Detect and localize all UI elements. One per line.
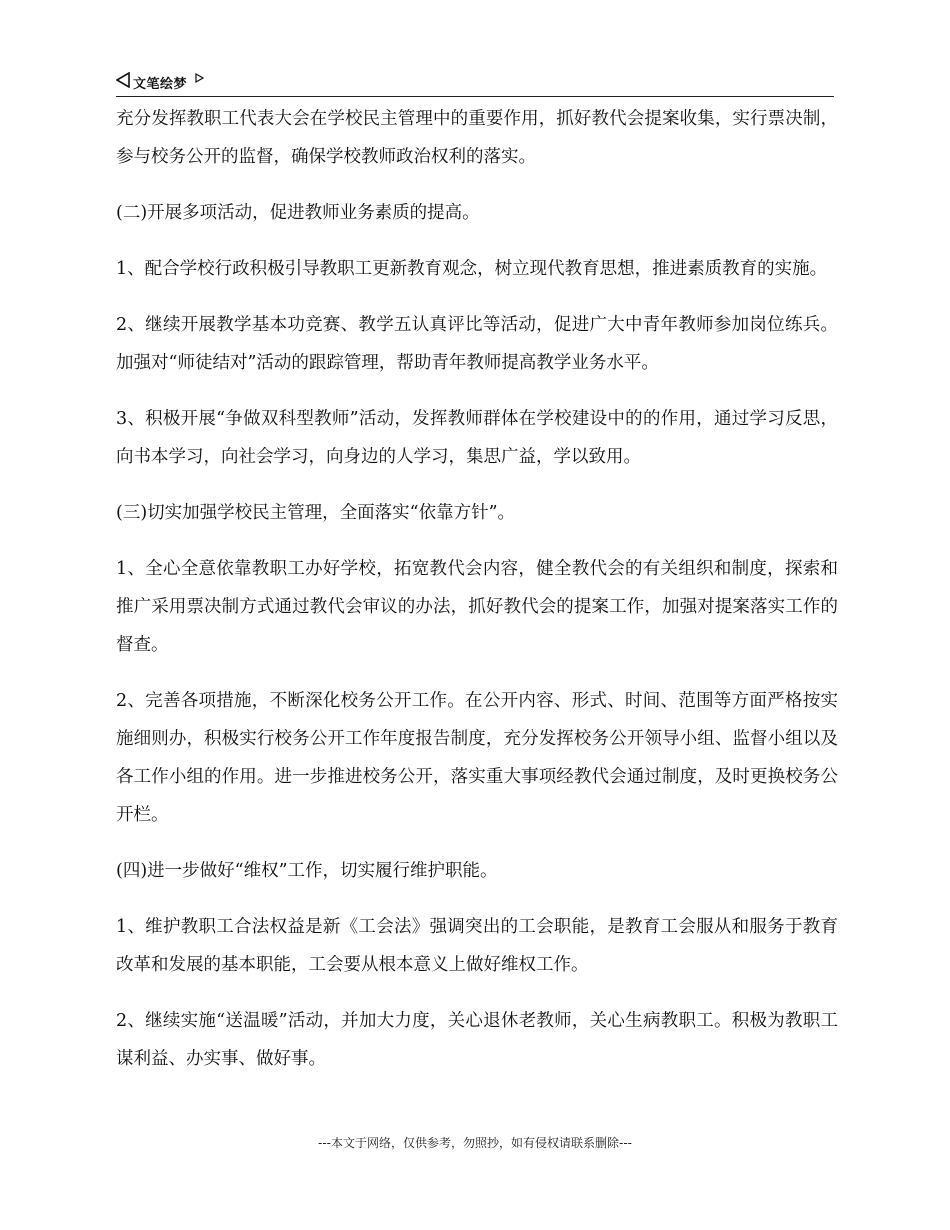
section-heading: (四)进一步做好“维权”工作，切实履行维护职能。: [116, 861, 498, 881]
paragraph: 2、完善各项措施，不断深化校务公开工作。在公开内容、形式、时间、范围等方面严格按实施细则办，积极实行校务公开工作年度报告制度，充分发挥校务公开领导小组、监督小组以及各工作小组的作用。进一步推进校务公开，落实重大事项经教代会通过制度，及时更换校务公开栏。: [116, 691, 838, 825]
paragraph: 2、继续实施“送温暖”活动，并加大力度，关心退休老教师，关心生病教职工。积极为教职工谋利益、办实事、做好事。: [116, 1011, 838, 1069]
header-title: 文笔绘梦: [133, 76, 188, 92]
paragraph: 1、维护教职工合法权益是新《工会法》强调突出的工会职能，是教育工会服从和服务于教育改革和发展的基本职能，工会要从根本意义上做好维权工作。: [116, 917, 838, 975]
section-heading: (三)切实加强学校民主管理，全面落实“依靠方针”。: [116, 503, 516, 523]
footer-disclaimer: ---本文于网络，仅供参考，勿照抄，如有侵权请联系删除---: [318, 1136, 632, 1150]
paragraph: 1、配合学校行政积极引导教职工更新教育观念，树立现代教育思想，推进素质教育的实施。: [116, 259, 828, 279]
triangle-left-icon: [116, 72, 130, 92]
page-header: [116, 70, 834, 97]
triangle-right-icon: [195, 72, 204, 87]
header-brand: [116, 72, 204, 92]
paragraph: 3、积极开展“争做双科型教师”活动，发挥教师群体在学校建设中的的作用，通过学习反思，向书本学习，向社会学习，向身边的人学习，集思广益，学以致用。: [116, 409, 838, 467]
paragraph: 充分发挥教职工代表大会在学校民主管理中的重要作用，抓好教代会提案收集，实行票决制，参与校务公开的监督，确保学校教师政治权利的落实。: [116, 109, 838, 167]
paragraph: 1、全心全意依靠教职工办好学校，拓宽教代会内容，健全教代会的有关组织和制度，探索和推广采用票决制方式通过教代会审议的办法，抓好教代会的提案工作，加强对提案落实工作的督查。: [116, 559, 838, 655]
paragraph: 2、继续开展教学基本功竞赛、教学五认真评比等活动，促进广大中青年教师参加岗位练兵。加强对“师徒结对”活动的跟踪管理，帮助青年教师提高教学业务水平。: [116, 315, 838, 373]
document-body: [116, 100, 838, 1096]
section-heading: (二)开展多项活动，促进教师业务素质的提高。: [116, 203, 480, 223]
